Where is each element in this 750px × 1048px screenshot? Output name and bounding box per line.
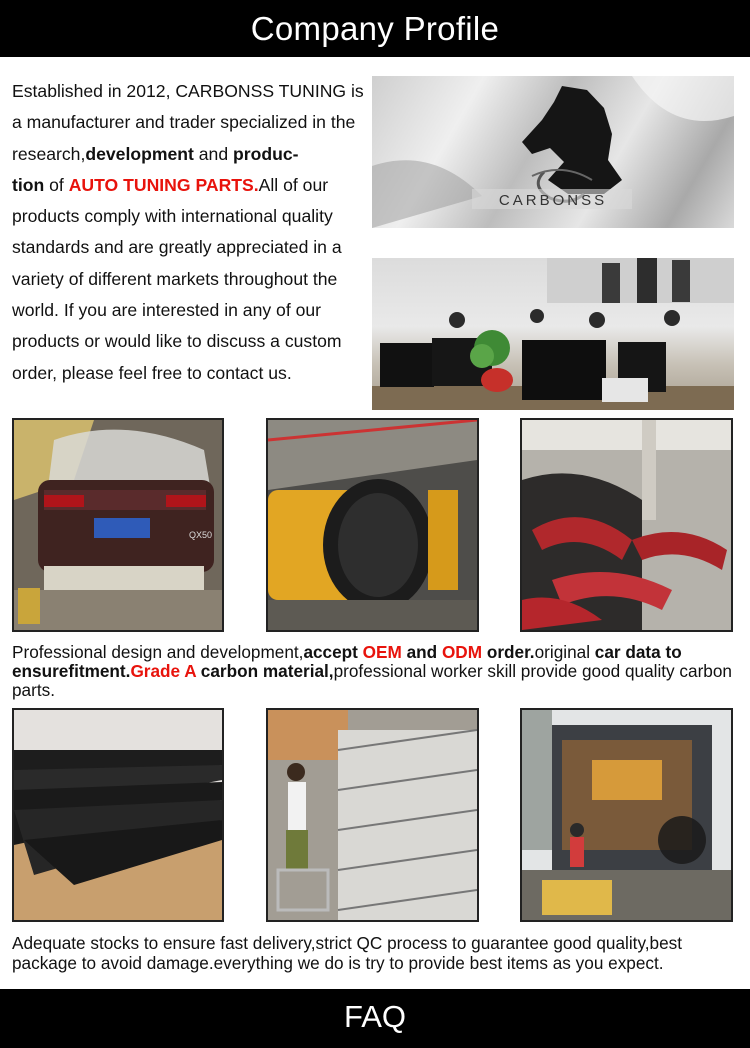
stock-shelves-photo xyxy=(266,708,479,922)
car-workshop-photo xyxy=(12,418,224,632)
delivery-caption xyxy=(12,934,742,973)
company-profile-banner xyxy=(0,0,750,57)
caption1-order: order. xyxy=(482,642,535,662)
carbonss-logo-photo xyxy=(372,76,734,228)
caption1-oem: OEM xyxy=(362,642,402,662)
intro-auto-tuning-parts: AUTO TUNING PARTS. xyxy=(68,174,259,195)
page-title: Company Profile xyxy=(250,10,500,47)
caption1-grade-a: Grade A xyxy=(130,661,197,681)
caption1-and: and xyxy=(401,642,442,662)
caption1-text-1: Professional design and development, xyxy=(12,642,304,662)
caption1-accept: accept xyxy=(303,642,363,662)
autoclave-photo xyxy=(266,418,479,632)
intro-text-1: Established in 2012, CARBONSS TUNING is a manufacturer and trader specialized in the research, xyxy=(12,81,364,164)
caption1-worker-skill: professional worker skill provide good quality carbon parts. xyxy=(12,661,732,700)
intro-production-end: tion xyxy=(12,174,45,195)
caption1-car-data: car data to ensurefitment. xyxy=(12,642,682,681)
container-image xyxy=(522,710,731,920)
office-scene-image xyxy=(372,258,734,410)
caption1-original: original xyxy=(534,642,595,662)
car-badge: QX50 xyxy=(189,530,213,540)
front-lips-photo xyxy=(12,708,224,922)
faq-title: FAQ xyxy=(343,999,406,1034)
faq-banner xyxy=(0,989,750,1048)
logo-wordmark: CARBONSS xyxy=(498,192,608,209)
container-loading-photo xyxy=(520,708,733,922)
parts-pile-image xyxy=(522,420,731,630)
production-caption xyxy=(12,643,742,700)
intro-development: development xyxy=(85,143,194,164)
intro-text-3: of xyxy=(44,174,69,195)
shelves-image xyxy=(268,710,477,920)
intro-text-4: All of our products comply with international quality standards and are greatly appreciated in a variety of different markets throughout the world. If you are interested in any of our products or would like to discuss a custom order, please feel free to contact us. xyxy=(12,174,342,383)
autoclave-image xyxy=(268,420,477,630)
intro-production: produc- xyxy=(233,143,299,164)
office-photo xyxy=(372,258,734,410)
horse-logo-image xyxy=(372,76,734,228)
front-lips-image xyxy=(14,710,222,920)
caption1-odm: ODM xyxy=(441,642,483,662)
company-intro-text xyxy=(12,76,368,389)
intro-text-2: and xyxy=(193,143,234,164)
carbon-parts-warehouse-photo xyxy=(520,418,733,632)
car-rear-image xyxy=(14,420,222,630)
caption1-carbon-material: carbon material, xyxy=(196,661,334,681)
caption2-text: Adequate stocks to ensure fast delivery,strict QC process to guarantee good quality,best package to avoid damage.everything we do is try to provide best items as you expect. xyxy=(12,933,683,973)
